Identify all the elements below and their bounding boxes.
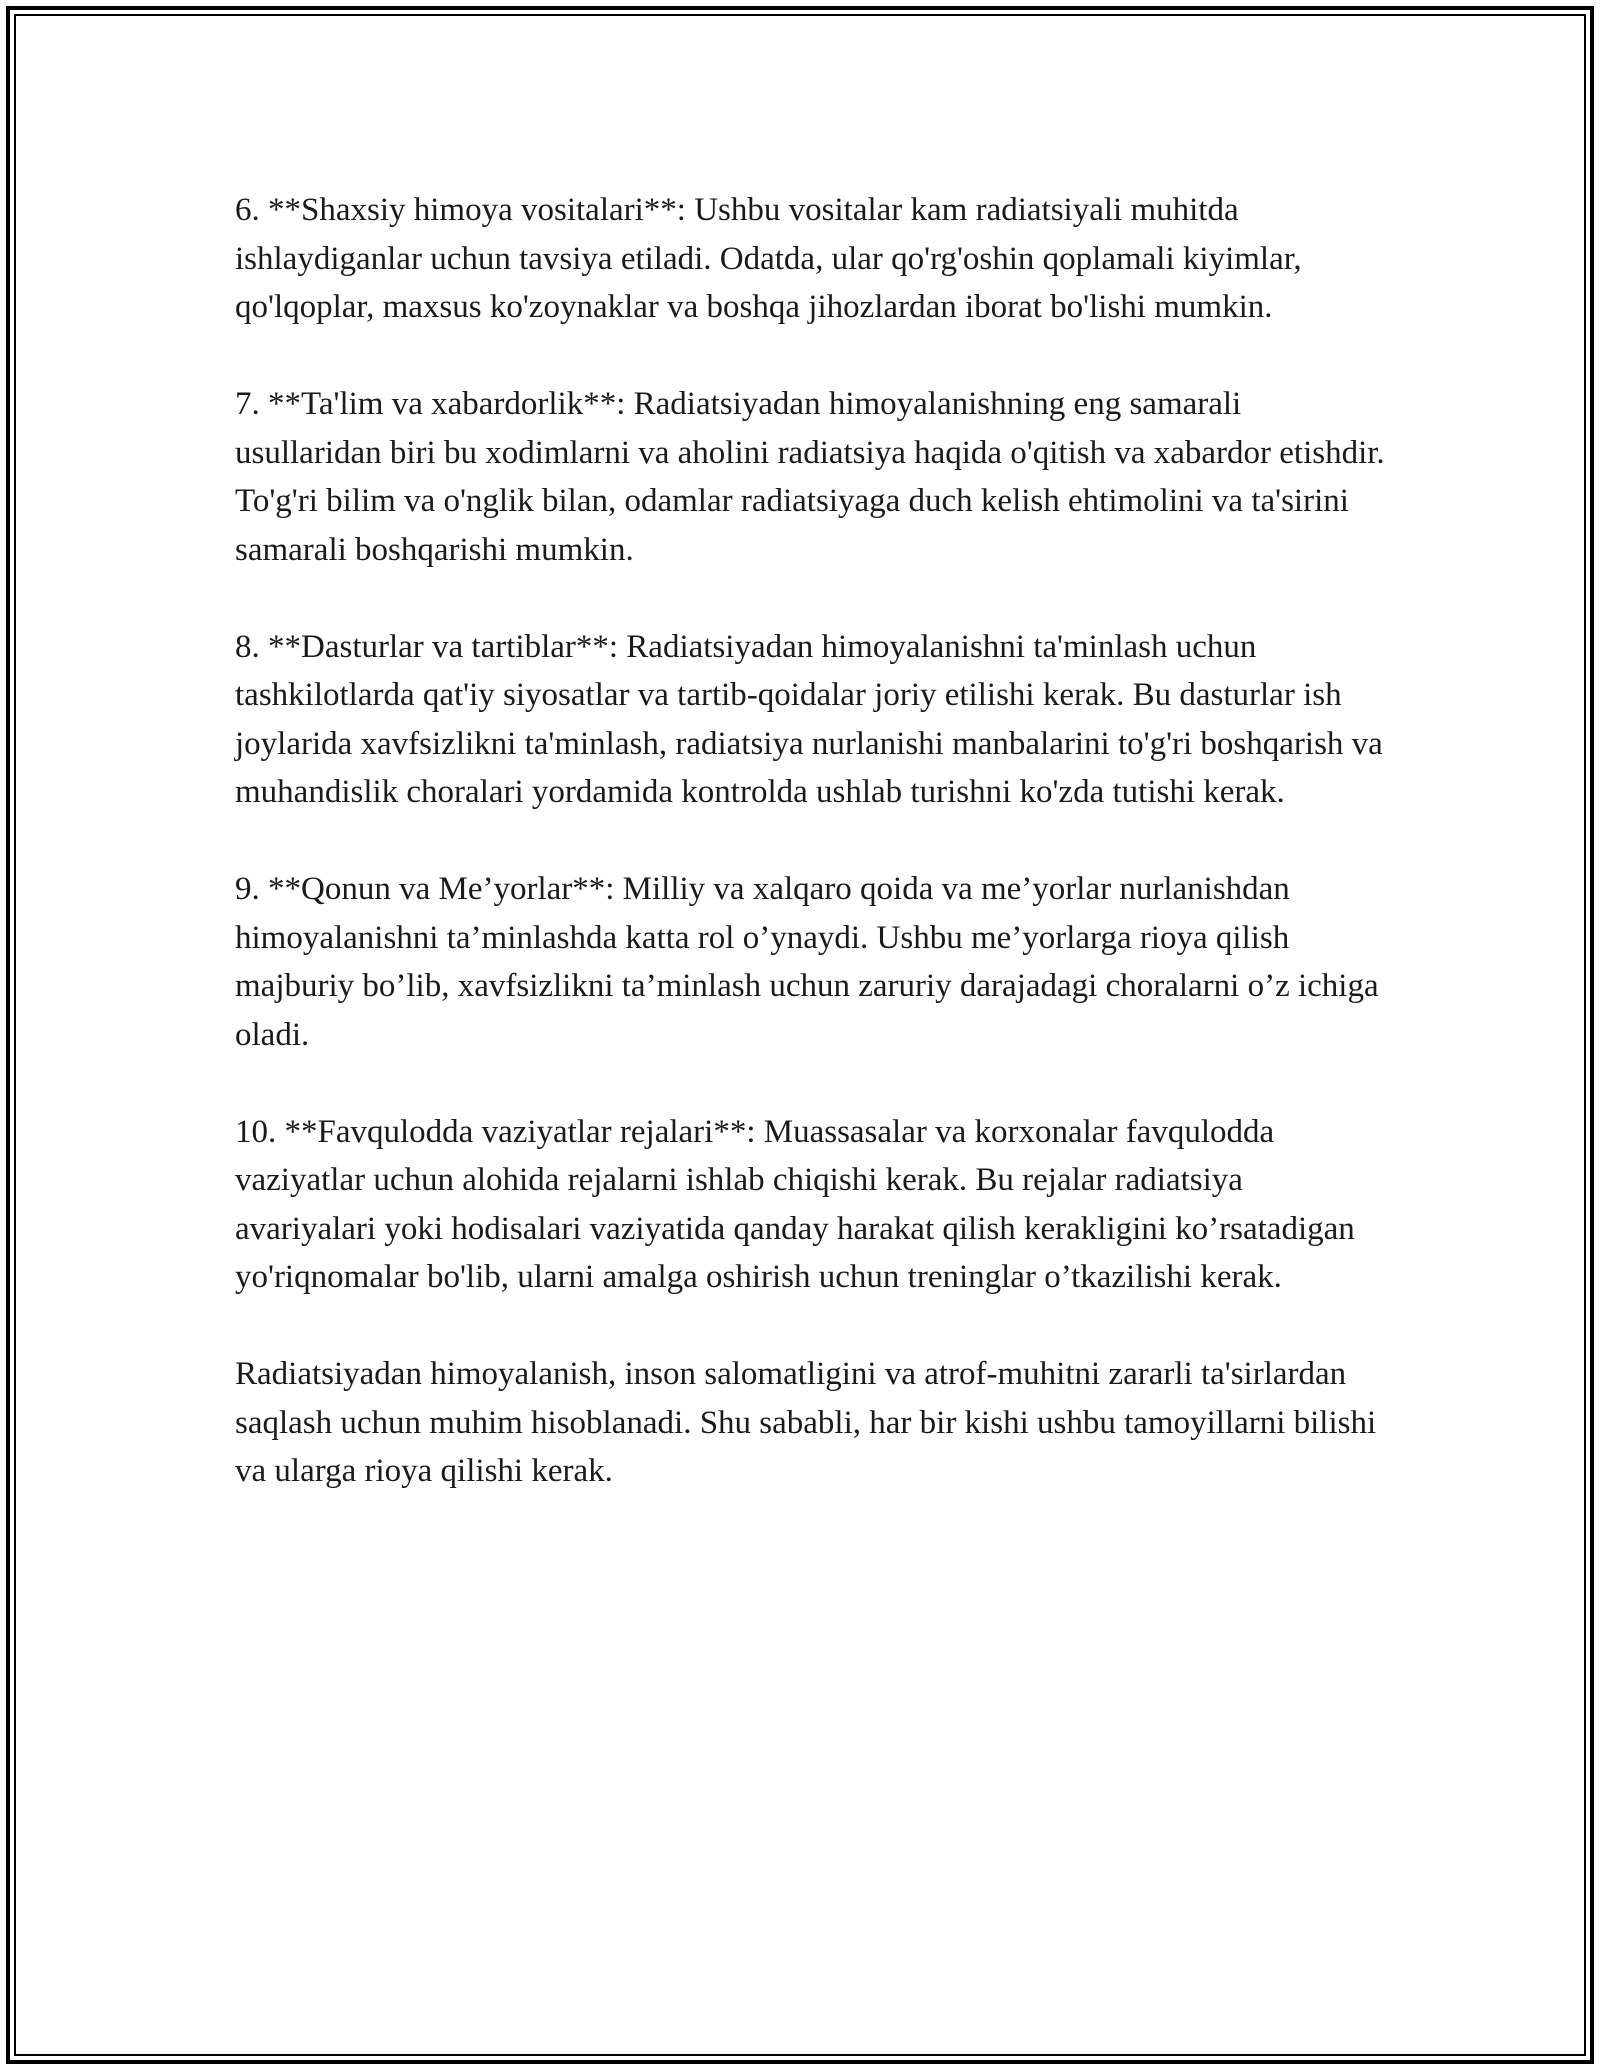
document-body	[235, 186, 1385, 1544]
paragraph-item-8: 8. **Dasturlar va tartiblar**: Radiatsiyadan himoyalanishni ta'minlash uchun tashkilotlarda qat'iy siyosatlar va tartib-qoidalar joriy etilishi kerak. Bu dasturlar ish joylarida xavfsizlikni ta'minlash, radiatsiya nurlanishi manbalarini to'g'ri boshqarish va muhandislik choralari yordamida kontrolda ushlab turishni ko'zda tutishi kerak.	[235, 628, 1383, 810]
paragraph-item-9: 9. **Qonun va Me’yorlar**: Milliy va xalqaro qoida va me’yorlar nurlanishdan himoyalanishni ta’minlashda katta rol o’ynaydi. Ushbu me’yorlarga rioya qilish majburiy bo’lib, xavfsizlikni ta’minlash uchun zaruriy darajadagi choralarni o’z ichiga oladi.	[235, 871, 1379, 1053]
paragraph-item-6: 6. **Shaxsiy himoya vositalari**: Ushbu vositalar kam radiatsiyali muhitda ishlaydiganlar uchun tavsiya etiladi. Odatda, ular qo'rg'oshin qoplamali kiyimlar, qo'lqoplar, maxsus ko'zoynaklar va boshqa jihozlardan iborat bo'lishi mumkin.	[235, 192, 1302, 325]
paragraph-item-10: 10. **Favqulodda vaziyatlar rejalari**: Muassasalar va korxonalar favqulodda vaziyatlar uchun alohida rejalarni ishlab chiqishi kerak. Bu rejalar radiatsiya avariyalari yoki hodisalari vaziyatida qanday harakat qilish kerakligini ko’rsatadigan yo'riqnomalar bo'lib, ularni amalga oshirish uchun treninglar o’tkazilishi kerak.	[235, 1113, 1355, 1295]
paragraph-item-7: 7. **Ta'lim va xabardorlik**: Radiatsiyadan himoyalanishning eng samarali usullaridan biri bu xodimlarni va aholini radiatsiya haqida o'qitish va xabardor etishdir. To'g'ri bilim va o'nglik bilan, odamlar radiatsiyaga duch kelish ehtimolini va ta'sirini samarali boshqarishi mumkin.	[235, 386, 1385, 568]
paragraph-conclusion: Radiatsiyadan himoyalanish, inson salomatligini va atrof-muhitni zararli ta'sirlardan saqlash uchun muhim hisoblanadi. Shu sababli, har bir kishi ushbu tamoyillarni bilishi va ularga rioya qilishi kerak.	[235, 1356, 1377, 1489]
